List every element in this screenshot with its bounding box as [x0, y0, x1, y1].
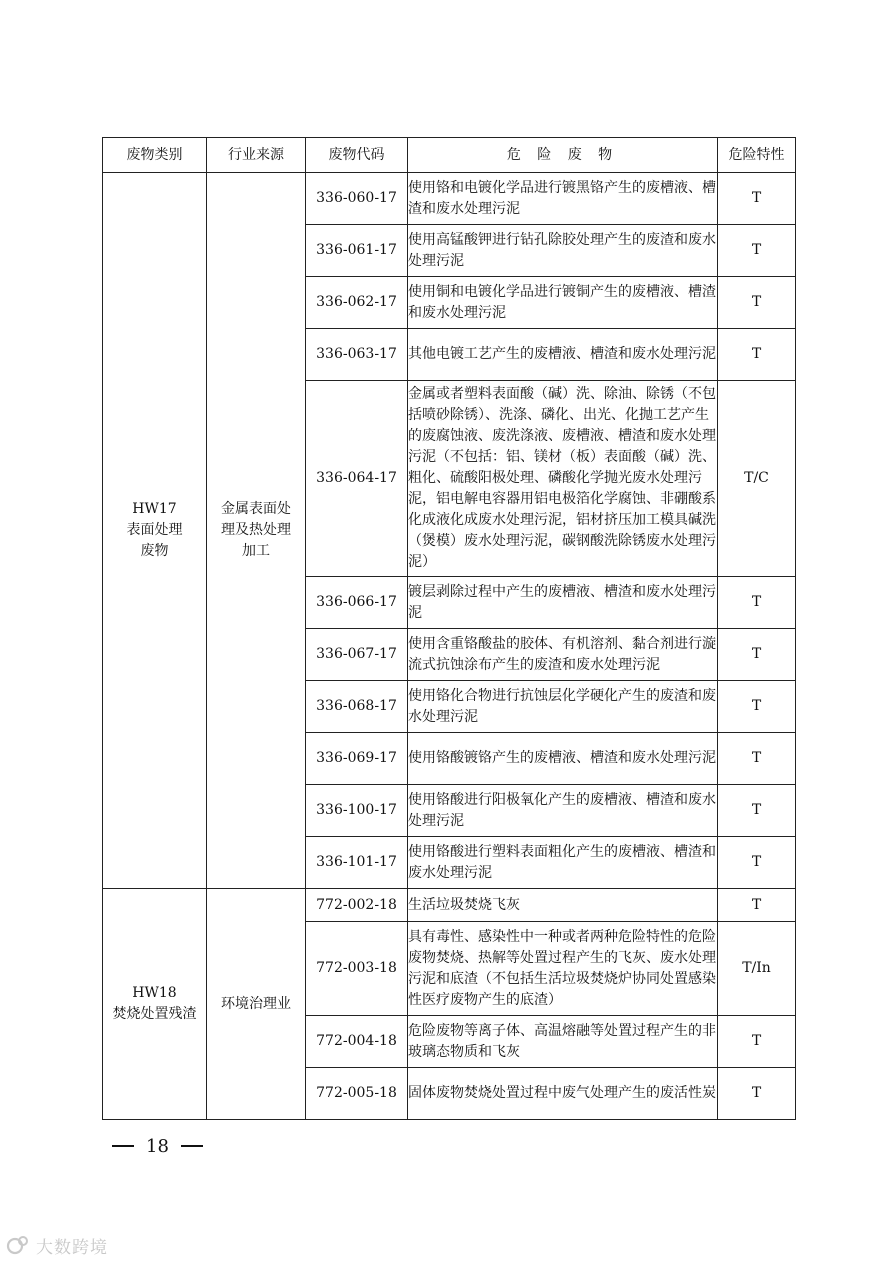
waste-description: 使用铬酸进行阳极氧化产生的废槽液、槽渣和废水处理污泥 — [408, 785, 718, 837]
page-footer — [112, 1131, 212, 1161]
waste-description: 其他电镀工艺产生的废槽液、槽渣和废水处理污泥 — [408, 329, 718, 381]
hazardous-waste-table — [102, 137, 796, 1120]
waste-code: 772-005-18 — [306, 1068, 408, 1120]
waste-code: 336-101-17 — [306, 837, 408, 889]
industry-source-cell: 环境治理业 — [207, 889, 306, 1120]
waste-description: 金属或者塑料表面酸（碱）洗、除油、除锈（不包括喷砂除锈）、洗涤、磷化、出光、化抛工艺产生的废腐蚀液、废洗涤液、废槽液、槽渣和废水处理污泥（不包括：铝、镁材（板）表面酸（碱）洗、粗化、硫酸阳极处理、磷酸化学抛光废水处理污泥，铝电解电容器用铝电极箔化学腐蚀、非硼酸系化成液化成废水处理污泥，铝材挤压加工模具碱洗（煲模）废水处理污泥，碳钢酸洗除锈废水处理污泥） — [408, 381, 718, 577]
industry-source-cell: 金属表面处 理及热处理 加工 — [207, 173, 306, 889]
header-hazardous-waste: 危 险 废 物 — [408, 138, 718, 173]
table-header-row — [103, 138, 796, 173]
waste-description: 危险废物等离子体、高温熔融等处置过程产生的非玻璃态物质和飞灰 — [408, 1016, 718, 1068]
table-row — [103, 889, 796, 922]
header-waste-code: 废物代码 — [306, 138, 408, 173]
hazard-characteristic: T — [718, 889, 796, 922]
waste-description: 具有毒性、感染性中一种或者两种危险特性的危险废物焚烧、热解等处置过程产生的飞灰、废水处理污泥和底渣（不包括生活垃圾焚烧炉协同处置感染性医疗废物产生的底渣） — [408, 922, 718, 1016]
hazard-characteristic: T — [718, 837, 796, 889]
waste-code: 336-063-17 — [306, 329, 408, 381]
page-number: 18 — [146, 1135, 169, 1157]
waste-code: 336-067-17 — [306, 629, 408, 681]
waste-description: 使用铬化合物进行抗蚀层化学硬化产生的废渣和废水处理污泥 — [408, 681, 718, 733]
waste-description: 镀层剥除过程中产生的废槽液、槽渣和废水处理污泥 — [408, 577, 718, 629]
hazard-characteristic: T — [718, 277, 796, 329]
watermark-logo-icon — [6, 1233, 30, 1257]
header-waste-category: 废物类别 — [103, 138, 207, 173]
hazard-characteristic: T/In — [718, 922, 796, 1016]
footer-dash-right — [181, 1145, 203, 1147]
waste-code: 336-100-17 — [306, 785, 408, 837]
hazard-characteristic: T — [718, 225, 796, 277]
hazard-characteristic: T — [718, 173, 796, 225]
waste-code: 336-062-17 — [306, 277, 408, 329]
waste-description: 固体废物焚烧处置过程中废气处理产生的废活性炭 — [408, 1068, 718, 1120]
waste-description: 生活垃圾焚烧飞灰 — [408, 889, 718, 922]
waste-description: 使用铬酸镀铬产生的废槽液、槽渣和废水处理污泥 — [408, 733, 718, 785]
table-row — [103, 173, 796, 225]
waste-description: 使用铬和电镀化学品进行镀黑铬产生的废槽液、槽渣和废水处理污泥 — [408, 173, 718, 225]
hazard-characteristic: T — [718, 681, 796, 733]
waste-description: 使用含重铬酸盐的胶体、有机溶剂、黏合剂进行漩流式抗蚀涂布产生的废渣和废水处理污泥 — [408, 629, 718, 681]
waste-code: 772-003-18 — [306, 922, 408, 1016]
hazard-characteristic: T — [718, 1068, 796, 1120]
waste-code: 772-002-18 — [306, 889, 408, 922]
waste-category-cell: HW17 表面处理 废物 — [103, 173, 207, 889]
footer-dash-left — [112, 1145, 134, 1147]
waste-description: 使用铜和电镀化学品进行镀铜产生的废槽液、槽渣和废水处理污泥 — [408, 277, 718, 329]
hazard-characteristic: T — [718, 577, 796, 629]
waste-code: 772-004-18 — [306, 1016, 408, 1068]
header-industry-source: 行业来源 — [207, 138, 306, 173]
hazard-characteristic: T — [718, 1016, 796, 1068]
waste-category-cell: HW18 焚烧处置残渣 — [103, 889, 207, 1120]
waste-code: 336-066-17 — [306, 577, 408, 629]
hazard-characteristic: T — [718, 329, 796, 381]
waste-code: 336-069-17 — [306, 733, 408, 785]
waste-description: 使用铬酸进行塑料表面粗化产生的废槽液、槽渣和废水处理污泥 — [408, 837, 718, 889]
header-hazard-characteristic: 危险特性 — [718, 138, 796, 173]
waste-code: 336-060-17 — [306, 173, 408, 225]
waste-code: 336-068-17 — [306, 681, 408, 733]
hazard-characteristic: T — [718, 785, 796, 837]
hazard-characteristic: T — [718, 629, 796, 681]
watermark — [6, 1232, 108, 1258]
waste-code: 336-061-17 — [306, 225, 408, 277]
hazard-characteristic: T/C — [718, 381, 796, 577]
watermark-text: 大数跨境 — [36, 1237, 108, 1258]
waste-code: 336-064-17 — [306, 381, 408, 577]
waste-description: 使用高锰酸钾进行钻孔除胶处理产生的废渣和废水处理污泥 — [408, 225, 718, 277]
hazard-characteristic: T — [718, 733, 796, 785]
